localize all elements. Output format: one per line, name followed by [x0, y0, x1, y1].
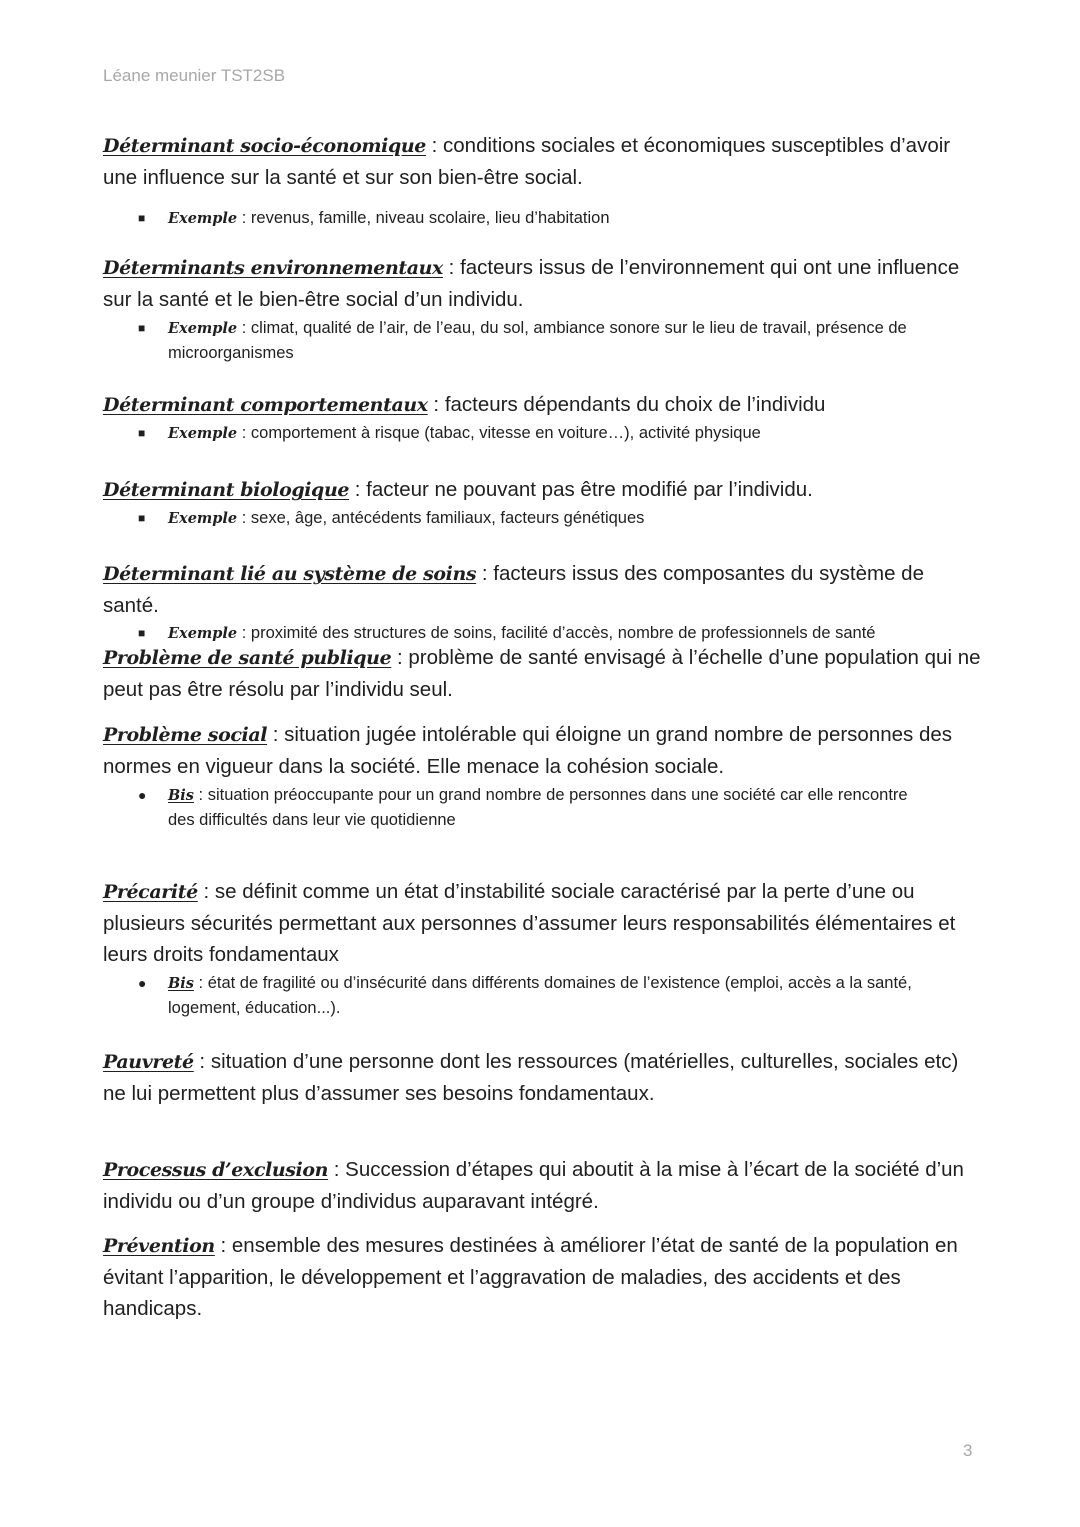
definition-separator: : — [425, 134, 444, 157]
definition-text: ensemble des mesures destinées à améliorer l’état de santé de la population en évitant l’apparition, le développement et l’aggravation de maladies, des accidents et des handicaps. — [103, 1234, 958, 1320]
example-item — [138, 506, 983, 531]
definition-term: Prévention — [103, 1235, 215, 1257]
example-label: Exemple — [168, 510, 238, 527]
definition-text-block — [103, 558, 983, 621]
example-label: Exemple — [168, 210, 238, 227]
page-header-author: Léane meunier TST2SB — [103, 66, 286, 85]
example-text: revenus, famille, niveau scolaire, lieu d’habitation — [250, 209, 610, 227]
definition-text: situation jugée intolérable qui éloigne un grand nombre de personnes des normes en vigueur dans la société. Elle menace la cohésion sociale. — [103, 723, 953, 778]
bis-text: état de fragilité ou d’insécurité dans différents domaines de l’existence (emploi, accès a la santé, logement, éducation...). — [168, 974, 912, 1017]
definition-separator: : — [214, 1234, 232, 1257]
definition-sante-publique — [103, 642, 983, 705]
definition-text: Succession d’étapes qui aboutit à la mise à l’écart de la société d’un individu ou d’un groupe d’individus auparavant intégré. — [103, 1158, 964, 1213]
definition-comportementaux — [103, 389, 983, 446]
round-bullet-icon: ● — [138, 787, 147, 803]
definition-pauvrete — [103, 1046, 983, 1109]
square-bullet-icon: ■ — [138, 626, 146, 640]
example-separator: : — [237, 209, 251, 227]
definition-term: Problème de santé publique — [103, 647, 392, 669]
definition-text-block — [103, 876, 983, 970]
definition-term: Déterminants environnementaux — [103, 257, 443, 279]
square-bullet-icon: ■ — [138, 426, 146, 440]
definition-term: Processus d’exclusion — [103, 1159, 329, 1181]
definition-prevention — [103, 1230, 983, 1324]
square-bullet-icon: ■ — [138, 321, 146, 335]
definition-text-block — [103, 474, 983, 506]
definition-separator: : — [476, 562, 494, 585]
definition-term: Déterminant comportementaux — [103, 394, 428, 416]
definition-separator: : — [349, 478, 367, 501]
example-item — [138, 421, 983, 446]
example-separator: : — [237, 509, 251, 527]
bis-separator: : — [193, 974, 208, 992]
bis-item — [138, 783, 938, 832]
example-text: proximité des structures de soins, facilité d’accès, nombre de professionnels de santé — [250, 624, 876, 642]
definition-text-block — [103, 719, 983, 782]
example-item — [138, 316, 938, 365]
page-number: 3 — [963, 1441, 973, 1460]
definition-socio-economique — [103, 130, 983, 231]
definition-text-block — [103, 1046, 983, 1109]
definition-separator: : — [197, 880, 215, 903]
definition-term: Précarité — [103, 881, 198, 903]
definition-precarite — [103, 876, 983, 1020]
bis-label: Bis — [168, 787, 194, 804]
definition-term: Problème social — [103, 724, 268, 746]
definition-probleme-social — [103, 719, 983, 832]
definition-environnementaux — [103, 252, 983, 365]
definition-separator: : — [442, 256, 461, 279]
definition-text: facteur ne pouvant pas être modifié par l’individu. — [366, 478, 813, 501]
definition-term: Déterminant lié au système de soins — [103, 563, 477, 585]
definition-text-block — [103, 130, 983, 193]
definition-processus-exclusion — [103, 1154, 983, 1217]
example-label: Exemple — [168, 625, 238, 642]
definition-separator: : — [391, 646, 409, 669]
definition-text: facteurs issus de l’environnement qui ont une influence sur la santé et le bien-être social d’un individu. — [103, 256, 960, 311]
definition-text: situation d’une personne dont les ressources (matérielles, culturelles, sociales etc) ne lui permettent plus d’assumer ses besoins fondamentaux. — [103, 1050, 959, 1105]
definition-text: facteurs issus des composantes du système de santé. — [103, 562, 924, 617]
bis-label: Bis — [168, 975, 194, 992]
bis-item — [138, 971, 958, 1020]
definition-text-block — [103, 252, 983, 315]
definition-text: se définit comme un état d’instabilité sociale caractérisé par la perte d’une ou plusieurs sécurités permettant aux personnes d’assumer leurs responsabilités élémentaires et leurs droits fondamentaux — [103, 880, 956, 966]
definition-text: conditions sociales et économiques susceptibles d’avoir une influence sur la santé et sur son bien-être social. — [103, 134, 951, 189]
definition-term: Déterminant socio-économique — [103, 135, 426, 157]
example-text: comportement à risque (tabac, vitesse en voiture…), activité physique — [250, 424, 761, 442]
example-separator: : — [237, 319, 251, 337]
example-separator: : — [237, 624, 251, 642]
definition-separator: : — [267, 723, 285, 746]
definition-text-block — [103, 642, 983, 705]
definition-separator: : — [427, 393, 445, 416]
example-separator: : — [237, 424, 251, 442]
definition-text-block — [103, 1230, 983, 1324]
example-item — [138, 206, 983, 231]
definition-biologique — [103, 474, 983, 531]
bis-separator: : — [193, 786, 208, 804]
square-bullet-icon: ■ — [138, 511, 146, 525]
definition-systeme-de-soins — [103, 558, 983, 646]
definition-text-block — [103, 1154, 983, 1217]
example-text: climat, qualité de l’air, de l’eau, du sol, ambiance sonore sur le lieu de travail, présence de microorganismes — [168, 319, 907, 362]
definition-separator: : — [193, 1050, 211, 1073]
bis-text: situation préoccupante pour un grand nombre de personnes dans une société car elle rencontre des difficultés dans leur vie quotidienne — [168, 786, 908, 829]
definition-text: facteurs dépendants du choix de l’individu — [444, 393, 826, 416]
definition-text: problème de santé envisagé à l’échelle d’une population qui ne peut pas être résolu par l’individu seul. — [103, 646, 981, 701]
definition-term: Pauvreté — [103, 1051, 194, 1073]
example-text: sexe, âge, antécédents familiaux, facteurs génétiques — [250, 509, 645, 527]
definition-text-block — [103, 389, 983, 421]
round-bullet-icon: ● — [138, 975, 147, 991]
definition-term: Déterminant biologique — [103, 479, 350, 501]
example-label: Exemple — [168, 320, 238, 337]
example-label: Exemple — [168, 425, 238, 442]
definition-separator: : — [328, 1158, 346, 1181]
square-bullet-icon: ■ — [138, 211, 146, 225]
